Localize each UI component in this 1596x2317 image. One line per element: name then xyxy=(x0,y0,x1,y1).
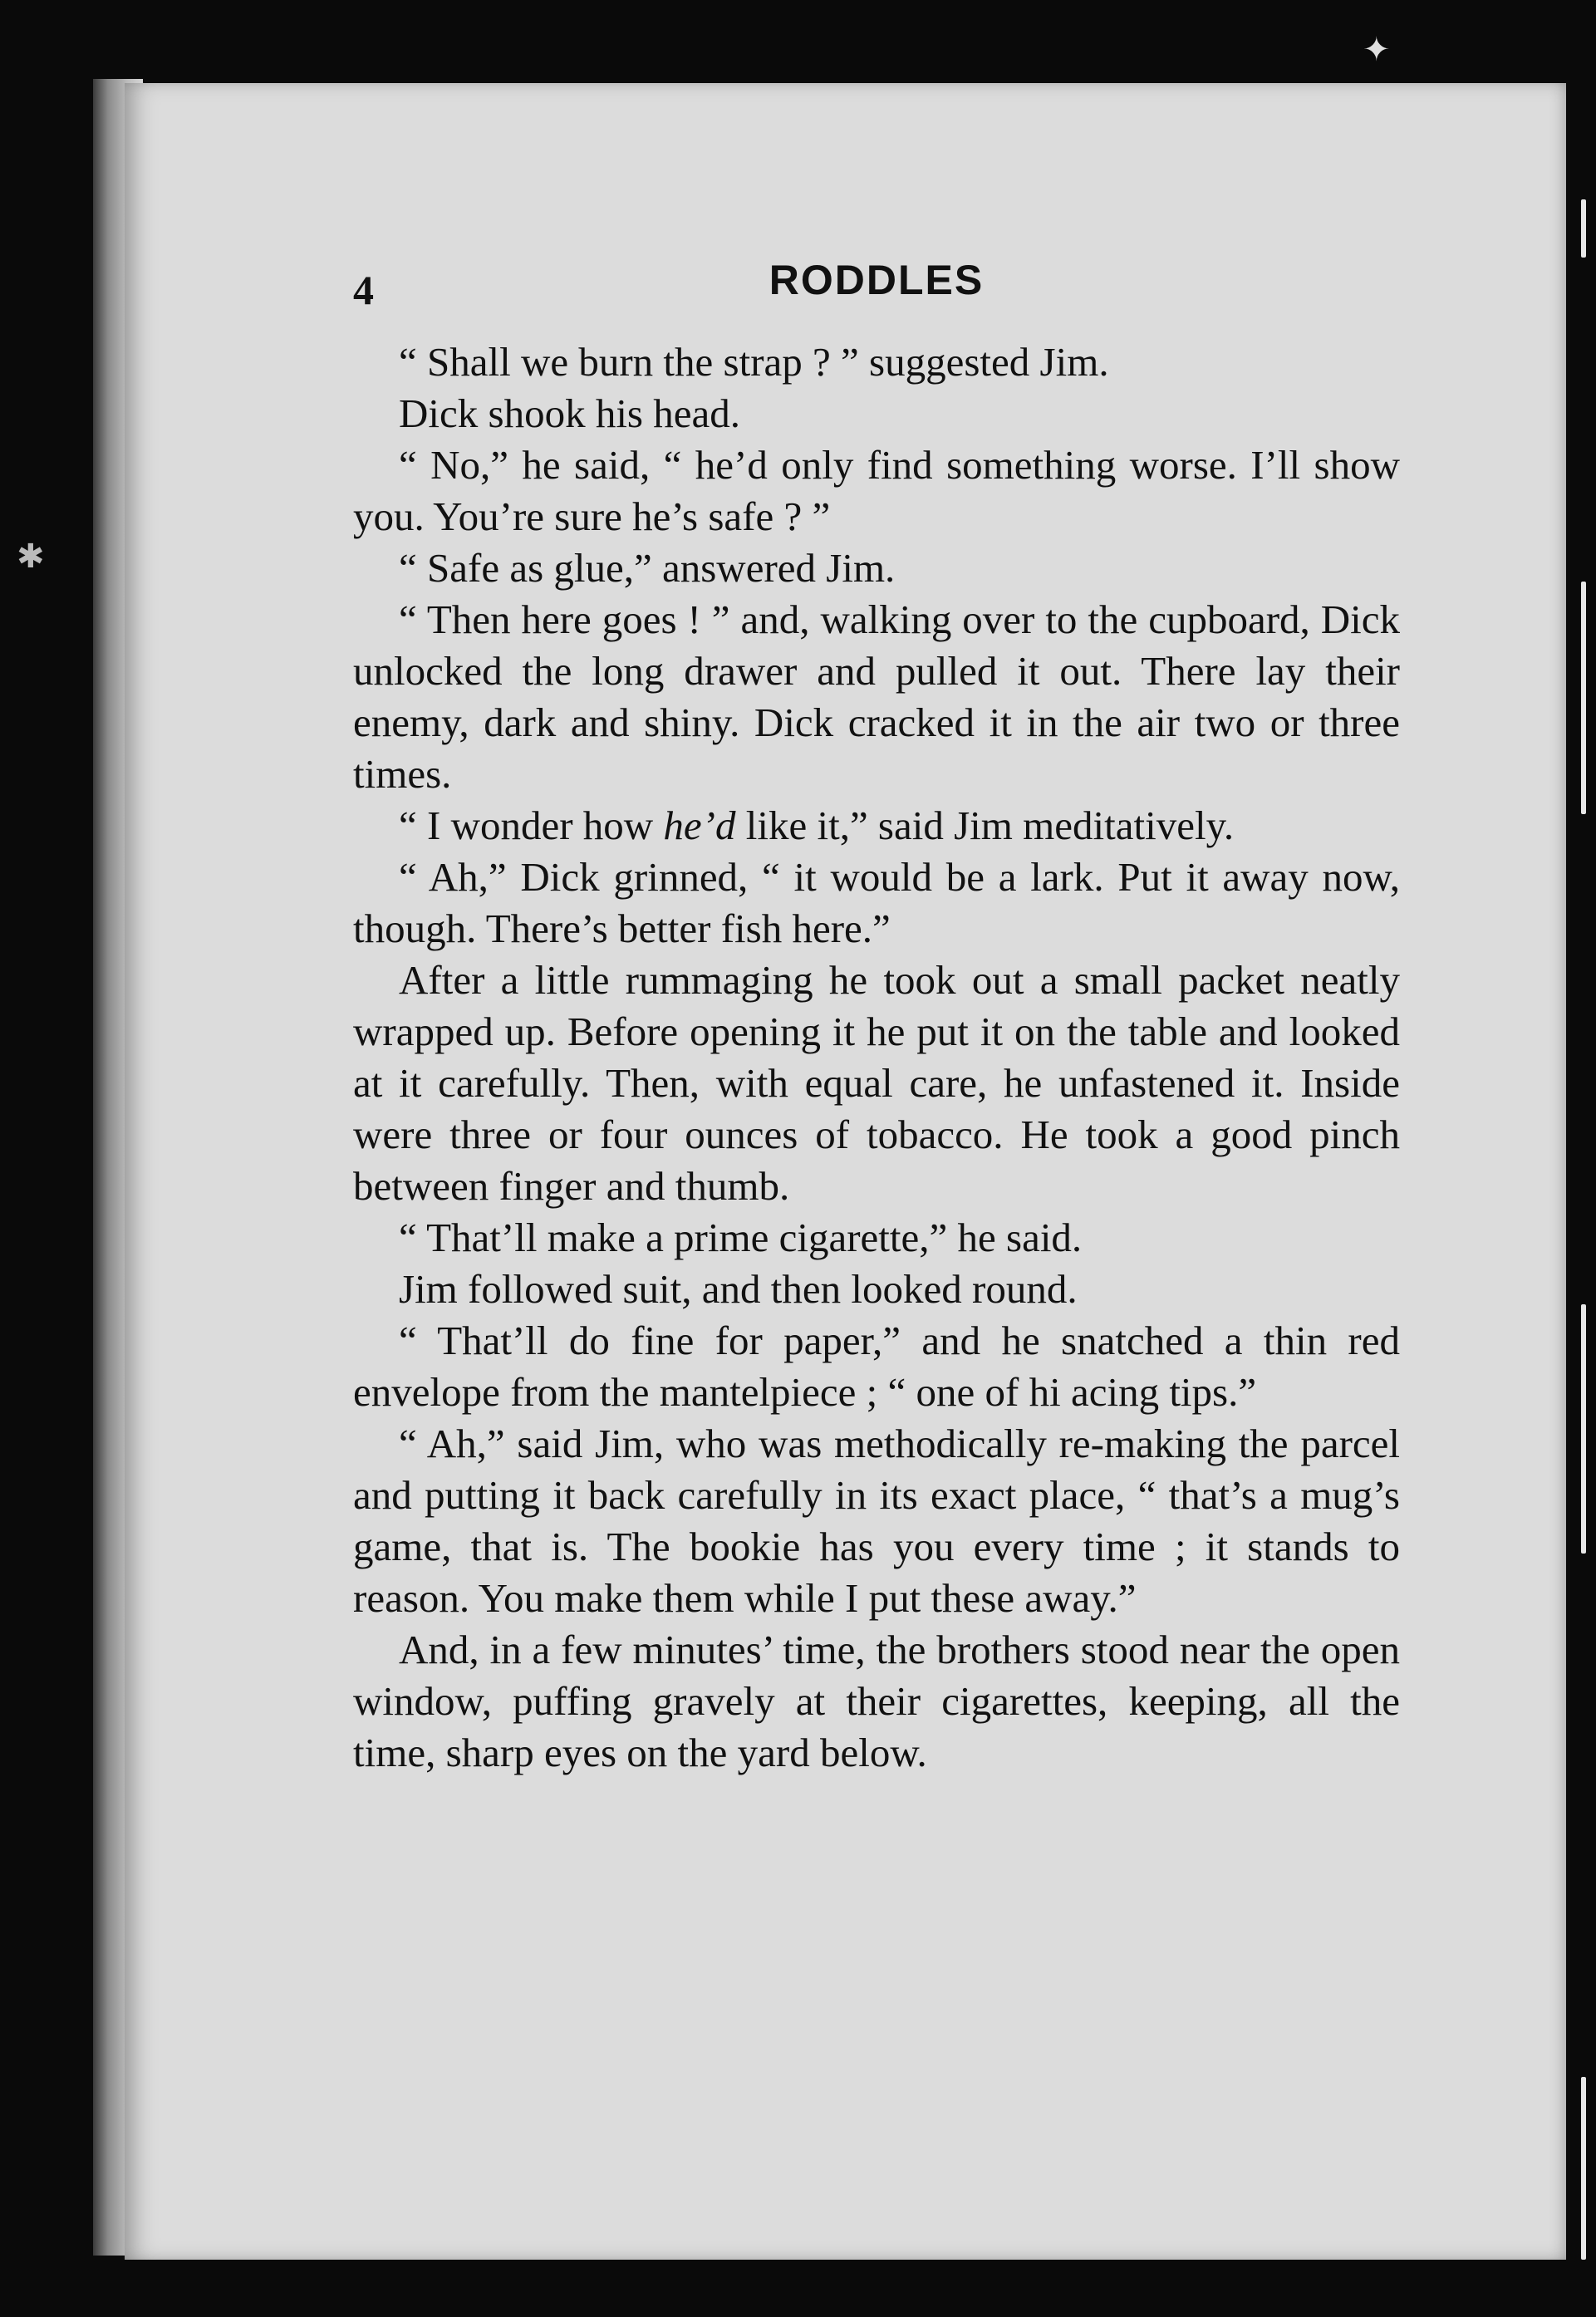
paragraph xyxy=(353,800,1400,852)
paragraph-text: “ Ah,” Dick grinned, “ it would be a lark. Put it away now, though. There’s better fish here.” xyxy=(353,854,1400,951)
edge-mark xyxy=(1581,2077,1586,2260)
paragraph-text: “ Safe as glue,” answered Jim. xyxy=(399,545,896,591)
scan-speck: ✦ xyxy=(1363,31,1391,69)
paragraph xyxy=(353,852,1400,955)
paragraph-text: Dick shook his head. xyxy=(399,390,740,436)
scan-speck: ✱ xyxy=(17,538,45,576)
paragraph xyxy=(353,1212,1400,1264)
paragraph xyxy=(353,542,1400,594)
paragraph-text: “ Then here goes ! ” and, walking over to the cupboard, Dick unlocked the long drawer and pulled it out. There lay their enemy, dark and shiny. Dick cracked it in the air two or three times. xyxy=(353,596,1400,797)
paragraph-text: like it,” said Jim meditatively. xyxy=(735,803,1235,848)
paragraph-text: After a little rummaging he took out a small packet neatly wrapped up. Before opening it he put it on the table and looked at it carefully. Then, with equal care, he unfastened it. Inside were three or four ounces of tobacco. He took a good pinch between finger and thumb. xyxy=(353,957,1400,1209)
paragraph-text: And, in a few minutes’ time, the brothers stood near the open window, puffing gravely at their cigarettes, keeping, all the time, sharp eyes on the yard below. xyxy=(353,1627,1400,1775)
page-header xyxy=(353,249,1400,316)
edge-mark xyxy=(1581,199,1586,258)
page-number: 4 xyxy=(353,267,374,313)
edge-mark xyxy=(1581,1304,1586,1554)
paragraph xyxy=(353,1624,1400,1779)
italic-emphasis: he’d xyxy=(663,803,736,848)
body-text xyxy=(353,336,1400,1779)
page-right-edge xyxy=(1566,83,1596,2260)
paragraph xyxy=(353,439,1400,542)
paragraph xyxy=(353,594,1400,800)
paragraph xyxy=(353,1264,1400,1315)
paragraph xyxy=(353,955,1400,1212)
paragraph-text: “ I wonder how xyxy=(399,803,664,848)
paragraph xyxy=(353,1418,1400,1624)
paragraph-text: Jim followed suit, and then looked round. xyxy=(399,1266,1078,1312)
paragraph-text: “ No,” he said, “ he’d only find something worse. I’ll show you. You’re sure he’s safe ? ” xyxy=(353,442,1400,539)
running-head: RODDLES xyxy=(769,257,985,303)
edge-mark xyxy=(1581,582,1586,814)
paragraph xyxy=(353,388,1400,439)
paragraph xyxy=(353,1315,1400,1418)
paragraph xyxy=(353,336,1400,388)
paragraph-text: “ Shall we burn the strap ? ” suggested Jim. xyxy=(399,339,1109,385)
paragraph-text: “ That’ll make a prime cigarette,” he said. xyxy=(399,1215,1083,1260)
paragraph-text: “ Ah,” said Jim, who was methodically re-making the parcel and putting it back carefully in its exact place, “ that’s a mug’s game, that is. The bookie has you every time ; it stands to reason. You make them while I put these away.” xyxy=(353,1421,1400,1621)
paragraph-text: “ That’ll do fine for paper,” and he snatched a thin red envelope from the mantelpiece ; “ one of hi acing tips.” xyxy=(353,1318,1400,1415)
